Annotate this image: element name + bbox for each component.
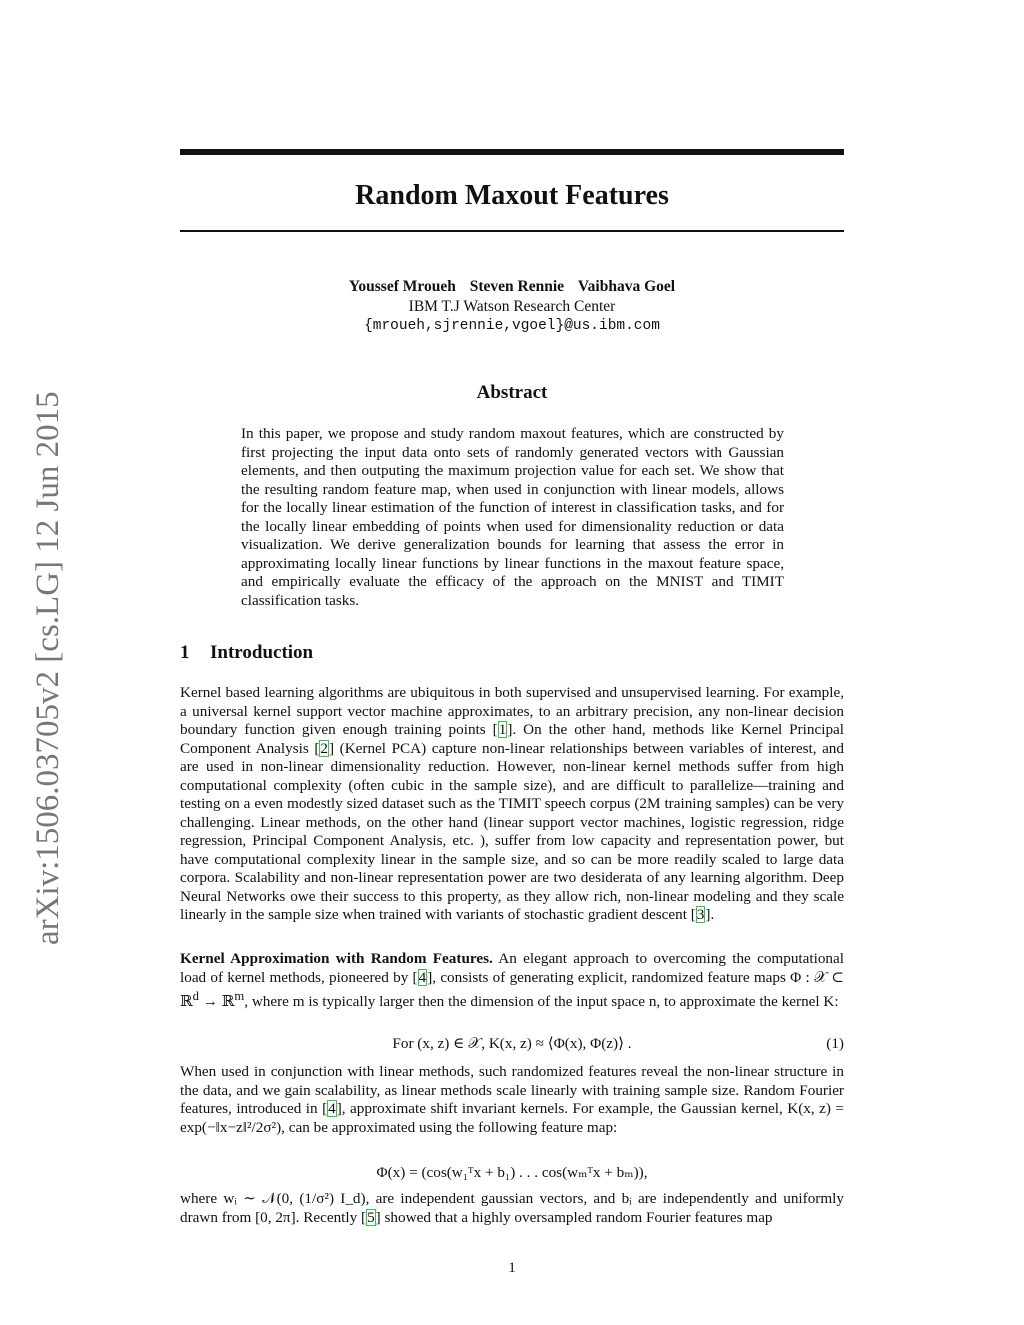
author-name: Vaibhava Goel bbox=[577, 278, 676, 295]
citation-link[interactable]: 5 bbox=[367, 1208, 375, 1226]
citation-link[interactable]: 4 bbox=[418, 968, 427, 986]
intro-paragraph: Kernel based learning algorithms are ubiquitous in both supervised and unsupervised learning. For example, a universal kernel support vector machine approximates, to an arbitrary precision, any non-linear decision boundary function given enough training points [1]. On the other hand, methods like Kernel Principal Component Analysis [2] (Kernel PCA) capture non-linear relationships between variables of interest, and are used in non-linear dimensionality reduction. However, non-linear kernel methods suffer from high computational complexity (often cubic in the sample size), and are difficult to parallelize—training and testing on a even modestly sized dataset such as the TIMIT speech corpus (2M training samples) can be very challenging. Linear methods, on the other hand (linear support vector machines, logistic regression, ridge regression, Principal Component Analysis, etc. ), suffer from low capacity and representation power, but have computational complexity linear in the sample size, and so can be more readily scaled to large data corpora. Scalability and non-linear representation power are two desiderata of any learning algorithm. Deep Neural Networks owe their success to this property, as they allow rich, non-linear modeling and they scale linearly in the sample size when trained with variants of stochastic gradient descent [3]. bbox=[180, 684, 845, 923]
section-number: 1 bbox=[180, 642, 190, 663]
equation-body: For (x, z) ∈ 𝒳, K(x, z) ≈ ⟨Φ(x), Φ(z)⟩ . bbox=[392, 1035, 632, 1052]
citation-link[interactable]: 1 bbox=[498, 721, 507, 738]
affiliation: IBM T.J Watson Research Center bbox=[408, 298, 616, 315]
author-emails: {mroueh,sjrennie,vgoel}@us.ibm.com bbox=[364, 318, 660, 334]
random-features-paragraph: Kernel Approximation with Random Features. An elegant approach to overcoming the computational load of kernel methods, pioneered by [4], consists of generating explicit, randomized feature maps Φ : 𝒳 ⊂ ℝ$^d$ → ℝ$^m$, where m is typically larger then the dimension of the input space n, to approximate the kernel K: bbox=[180, 950, 844, 1011]
author-name: Steven Rennie bbox=[469, 278, 565, 295]
title-bottom-rule bbox=[180, 230, 844, 232]
equation-1 bbox=[180, 1034, 844, 1054]
paragraph-lead: Kernel Approximation with Random Features. bbox=[180, 950, 493, 967]
abstract-heading: Abstract bbox=[476, 382, 548, 403]
paper-title: Random Maxout Features bbox=[355, 180, 669, 211]
fourier-paragraph: When used in conjunction with linear methods, such randomized features reveal the non-linear structure in the data, and we gain scalability, as linear methods scale linearly with training sample size. Random Fourier features, introduced in [4], approximate shift invariant kernels. For example, the Gaussian kernel, K(x, z) = exp(−‖x−z‖²/2σ²), can be approximated using the following feature map: bbox=[180, 1063, 844, 1136]
equation-number: (1) bbox=[826, 1035, 844, 1052]
arxiv-identifier: arXiv:1506.03705v2 [cs.LG] 12 Jun 2015 bbox=[30, 391, 66, 945]
citation-link[interactable]: 4 bbox=[328, 1100, 336, 1117]
section-title: Introduction bbox=[210, 642, 314, 663]
citation-link[interactable]: 2 bbox=[320, 739, 328, 757]
equation-feature-map: Φ(x) = (cos(w₁ᵀx + b₁) . . . cos(wₘᵀx + bₘ)), bbox=[376, 1164, 648, 1181]
title-top-rule bbox=[180, 149, 844, 155]
gaussian-vectors-paragraph: where wᵢ ∼ 𝒩(0, (1/σ²) I_d), are independent gaussian vectors, and bᵢ are independently and uniformly drawn from [0, 2π]. Recently [5] showed that a highly oversampled random Fourier features map bbox=[180, 1190, 844, 1226]
author-list bbox=[180, 277, 844, 297]
section-heading bbox=[180, 641, 313, 665]
abstract-text: In this paper, we propose and study random maxout features, which are constructed by first projecting the input data onto sets of randomly generated vectors with Gaussian elements, and then outputing the maximum projection value for each set. We show that the resulting random feature map, when used in conjunction with linear models, allows for the locally linear estimation of the function of interest in classification tasks, and for the locally linear embedding of points when used for dimensionality reduction or data visualization. We derive generalization bounds for learning that assess the error in approximating locally linear functions by linear functions in the maxout feature space, and empirically evaluate the efficacy of the approach on the MNIST and TIMIT classification tasks. bbox=[241, 425, 784, 609]
page-number: 1 bbox=[508, 1259, 516, 1276]
author-name: Youssef Mroueh bbox=[348, 278, 456, 295]
citation-link[interactable]: 3 bbox=[696, 906, 705, 923]
